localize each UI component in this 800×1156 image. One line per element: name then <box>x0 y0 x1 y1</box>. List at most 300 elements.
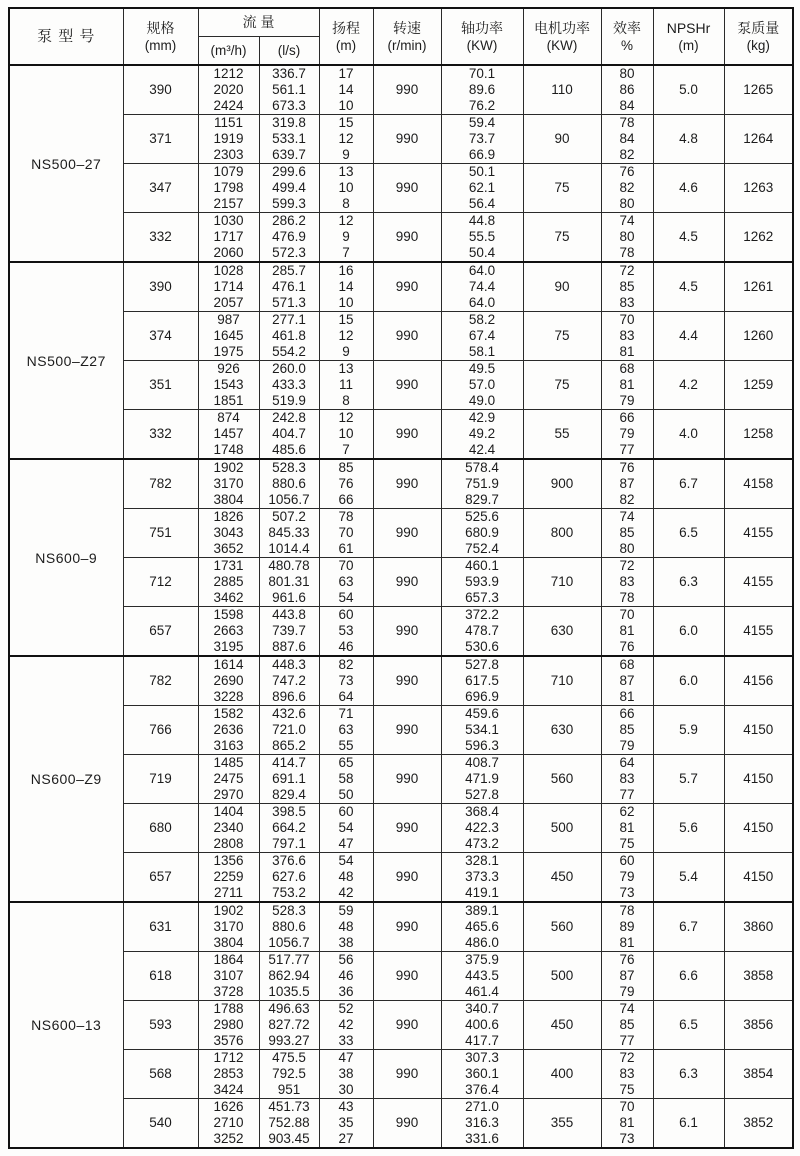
efficiency-cell <box>601 262 653 312</box>
value-line: 657.3 <box>465 590 499 605</box>
flow-ls-cell <box>259 164 319 213</box>
pump-mass-cell: 1262 <box>724 213 793 263</box>
motor-power-cell: 90 <box>523 115 601 164</box>
flow-m3h-cell <box>198 853 259 903</box>
header-spec-name: 规格 <box>146 19 175 36</box>
value-line: 76 <box>619 164 635 179</box>
motor-power-cell: 75 <box>523 361 601 410</box>
value-line: 78 <box>338 509 354 524</box>
value-line: 373.3 <box>465 869 499 884</box>
flow-ls-cell <box>259 262 319 312</box>
efficiency-cell <box>601 213 653 263</box>
shaft-power-cell <box>441 262 523 312</box>
flow-ls-cell <box>259 312 319 361</box>
value-line: 721.0 <box>272 722 306 737</box>
shaft-power-cell <box>441 804 523 853</box>
value-line: 3170 <box>213 919 244 934</box>
header-motor-power-unit: (KW) <box>546 37 578 53</box>
spec-cell: 680 <box>123 804 198 853</box>
value-line: 49.5 <box>468 361 496 376</box>
value-line: 829.4 <box>272 787 306 802</box>
value-line: 84 <box>619 131 635 146</box>
value-line: 887.6 <box>272 639 306 654</box>
efficiency-cell <box>601 312 653 361</box>
shaft-power-cell <box>441 558 523 607</box>
value-line: 404.7 <box>272 426 306 441</box>
speed-cell: 990 <box>373 755 441 804</box>
speed-cell: 990 <box>373 115 441 164</box>
head-cell <box>319 607 373 657</box>
value-line: 3228 <box>213 689 244 704</box>
value-line: 30 <box>338 1082 354 1097</box>
value-line: 64 <box>619 755 635 770</box>
pump-mass-cell: 1265 <box>724 65 793 115</box>
pump-mass-cell: 4155 <box>724 558 793 607</box>
value-line: 2980 <box>213 1017 244 1032</box>
value-line: 1056.7 <box>268 492 310 507</box>
head-cell <box>319 1099 373 1149</box>
header-flow: 流 量 <box>198 8 319 36</box>
head-cell <box>319 213 373 263</box>
value-line: 1626 <box>213 1099 244 1114</box>
shaft-power-cell <box>441 410 523 460</box>
value-line: 56.4 <box>468 196 496 211</box>
value-line: 443.5 <box>465 968 499 983</box>
value-line: 1614 <box>213 657 244 672</box>
value-line: 433.3 <box>272 377 306 392</box>
value-line: 54 <box>338 820 354 835</box>
header-shaft-power <box>441 8 523 65</box>
flow-ls-cell <box>259 755 319 804</box>
value-line: 739.7 <box>272 623 306 638</box>
value-line: 14 <box>338 279 354 294</box>
value-line: 81 <box>619 935 635 950</box>
flow-m3h-cell <box>198 164 259 213</box>
flow-ls-cell <box>259 902 319 952</box>
value-line: 52 <box>338 1001 354 1016</box>
speed-cell: 990 <box>373 459 441 509</box>
value-line: 13 <box>338 361 354 376</box>
header-pump-mass <box>724 8 793 65</box>
shaft-power-cell <box>441 1099 523 1149</box>
spec-row <box>9 804 793 853</box>
pump-mass-cell: 3860 <box>724 902 793 952</box>
value-line: 83 <box>619 328 635 343</box>
value-line: 76.2 <box>468 98 496 113</box>
flow-ls-cell <box>259 361 319 410</box>
speed-cell: 990 <box>373 706 441 755</box>
shaft-power-cell <box>441 361 523 410</box>
head-cell <box>319 361 373 410</box>
value-line: 460.1 <box>465 558 499 573</box>
spec-cell: 782 <box>123 656 198 706</box>
spec-cell: 712 <box>123 558 198 607</box>
pump-mass-cell: 3852 <box>724 1099 793 1149</box>
spec-cell: 719 <box>123 755 198 804</box>
efficiency-cell <box>601 459 653 509</box>
npshr-cell: 6.5 <box>653 509 724 558</box>
motor-power-cell: 55 <box>523 410 601 460</box>
value-line: 987 <box>217 312 240 327</box>
value-line: 926 <box>217 361 240 376</box>
value-line: 79 <box>619 738 635 753</box>
npshr-cell: 6.1 <box>653 1099 724 1149</box>
value-line: 60 <box>338 804 354 819</box>
value-line: 1826 <box>213 509 244 524</box>
motor-power-cell: 900 <box>523 459 601 509</box>
flow-m3h-cell <box>198 804 259 853</box>
value-line: 50.1 <box>468 164 496 179</box>
value-line: 3170 <box>213 476 244 491</box>
value-line: 527.8 <box>465 787 499 802</box>
value-line: 15 <box>338 115 354 130</box>
value-line: 2303 <box>213 147 244 162</box>
spec-cell: 657 <box>123 853 198 903</box>
value-line: 1864 <box>213 952 244 967</box>
value-line: 2259 <box>213 869 244 884</box>
value-line: 81 <box>619 344 635 359</box>
value-line: 752.88 <box>268 1115 310 1130</box>
value-line: 43 <box>338 1099 354 1114</box>
efficiency-cell <box>601 853 653 903</box>
header-pump-mass-unit: (kg) <box>746 37 770 53</box>
npshr-cell: 4.5 <box>653 262 724 312</box>
motor-power-cell: 800 <box>523 509 601 558</box>
spec-cell: 351 <box>123 361 198 410</box>
value-line: 77 <box>619 442 635 457</box>
value-line: 951 <box>277 1082 301 1097</box>
flow-m3h-cell <box>198 558 259 607</box>
header-shaft-power-name: 轴功率 <box>461 19 504 36</box>
spec-cell: 766 <box>123 706 198 755</box>
value-line: 845.33 <box>268 525 310 540</box>
spec-cell: 390 <box>123 65 198 115</box>
spec-row <box>9 65 793 115</box>
head-cell <box>319 853 373 903</box>
flow-m3h-cell <box>198 509 259 558</box>
shaft-power-cell <box>441 65 523 115</box>
speed-cell: 990 <box>373 902 441 952</box>
value-line: 85 <box>619 1017 635 1032</box>
value-line: 1028 <box>213 263 244 278</box>
value-line: 9 <box>342 147 350 162</box>
value-line: 14 <box>338 82 354 97</box>
value-line: 78 <box>619 903 635 918</box>
value-line: 27 <box>338 1131 354 1146</box>
value-line: 66.9 <box>468 147 496 162</box>
value-line: 83 <box>619 574 635 589</box>
value-line: 80 <box>619 229 635 244</box>
spec-row <box>9 755 793 804</box>
flow-m3h-cell <box>198 312 259 361</box>
value-line: 398.5 <box>272 804 306 819</box>
flow-m3h-cell <box>198 65 259 115</box>
flow-ls-cell <box>259 804 319 853</box>
speed-cell: 990 <box>373 952 441 1001</box>
value-line: 65 <box>338 755 354 770</box>
header-motor-power <box>523 8 601 65</box>
flow-ls-cell <box>259 706 319 755</box>
value-line: 74.4 <box>468 279 496 294</box>
value-line: 68 <box>619 361 635 376</box>
value-line: 1582 <box>213 706 244 721</box>
spec-cell: 540 <box>123 1099 198 1149</box>
value-line: 12 <box>338 213 354 228</box>
value-line: 33 <box>338 1033 354 1048</box>
value-line: 627.6 <box>272 869 306 884</box>
value-line: 57.0 <box>468 377 496 392</box>
spec-row <box>9 853 793 903</box>
value-line: 1212 <box>213 66 244 81</box>
efficiency-cell <box>601 755 653 804</box>
value-line: 87 <box>619 968 635 983</box>
value-line: 85 <box>619 279 635 294</box>
value-line: 35 <box>338 1115 354 1130</box>
pump-mass-cell: 1264 <box>724 115 793 164</box>
head-cell <box>319 1001 373 1050</box>
speed-cell: 990 <box>373 213 441 263</box>
value-line: 74 <box>619 213 635 228</box>
value-line: 596.3 <box>465 738 499 753</box>
value-line: 70 <box>619 607 635 622</box>
value-line: 696.9 <box>465 689 499 704</box>
spec-cell: 751 <box>123 509 198 558</box>
header-npshr-unit: (m) <box>678 37 699 53</box>
value-line: 11 <box>339 377 354 392</box>
value-line: 12 <box>338 328 354 343</box>
value-line: 58 <box>338 771 354 786</box>
value-line: 528.3 <box>272 903 306 918</box>
value-line: 76 <box>619 460 635 475</box>
motor-power-cell: 110 <box>523 65 601 115</box>
header-motor-power-name: 电机功率 <box>534 19 591 36</box>
value-line: 801.31 <box>268 574 310 589</box>
header-efficiency <box>601 8 653 65</box>
npshr-cell: 5.9 <box>653 706 724 755</box>
value-line: 82 <box>619 180 635 195</box>
value-line: 54 <box>338 590 354 605</box>
value-line: 480.78 <box>268 558 310 573</box>
value-line: 76 <box>619 952 635 967</box>
spec-row <box>9 459 793 509</box>
speed-cell: 990 <box>373 312 441 361</box>
spec-row <box>9 902 793 952</box>
value-line: 2636 <box>213 722 244 737</box>
efficiency-cell <box>601 1001 653 1050</box>
spec-cell: 347 <box>123 164 198 213</box>
value-line: 76 <box>619 639 635 654</box>
value-line: 16 <box>338 263 354 278</box>
speed-cell: 990 <box>373 558 441 607</box>
efficiency-cell <box>601 164 653 213</box>
pump-mass-cell: 4150 <box>724 853 793 903</box>
flow-m3h-cell <box>198 706 259 755</box>
value-line: 1356 <box>213 853 244 868</box>
value-line: 79 <box>619 426 635 441</box>
header-flow-ls: (l/s) <box>259 36 319 65</box>
header-pump-model: 泵 型 号 <box>9 8 123 65</box>
value-line: 59.4 <box>468 115 496 130</box>
speed-cell: 990 <box>373 853 441 903</box>
spec-row <box>9 164 793 213</box>
value-line: 61 <box>338 541 354 556</box>
flow-ls-cell <box>259 607 319 657</box>
flow-ls-cell <box>259 1050 319 1099</box>
value-line: 70 <box>619 312 635 327</box>
value-line: 68 <box>619 657 635 672</box>
shaft-power-cell <box>441 164 523 213</box>
value-line: 78 <box>619 245 635 260</box>
value-line: 2057 <box>213 295 244 310</box>
speed-cell: 990 <box>373 1001 441 1050</box>
head-cell <box>319 952 373 1001</box>
efficiency-cell <box>601 804 653 853</box>
value-line: 499.4 <box>272 180 306 195</box>
pump-mass-cell: 4155 <box>724 509 793 558</box>
motor-power-cell: 630 <box>523 706 601 755</box>
value-line: 417.7 <box>465 1033 499 1048</box>
value-line: 1731 <box>213 558 244 573</box>
pump-mass-cell: 1260 <box>724 312 793 361</box>
value-line: 753.2 <box>272 885 306 900</box>
npshr-cell: 4.0 <box>653 410 724 460</box>
spec-row <box>9 262 793 312</box>
value-line: 476.1 <box>272 279 306 294</box>
value-line: 328.1 <box>465 853 499 868</box>
speed-cell: 990 <box>373 164 441 213</box>
shaft-power-cell <box>441 312 523 361</box>
speed-cell: 990 <box>373 262 441 312</box>
shaft-power-cell <box>441 952 523 1001</box>
value-line: 319.8 <box>272 115 306 130</box>
value-line: 1748 <box>213 442 244 457</box>
value-line: 2885 <box>213 574 244 589</box>
value-line: 64 <box>338 689 354 704</box>
shaft-power-cell <box>441 459 523 509</box>
motor-power-cell: 560 <box>523 755 601 804</box>
header-npshr-name: NPSHr <box>666 19 711 36</box>
value-line: 862.94 <box>268 968 310 983</box>
value-line: 316.3 <box>465 1115 499 1130</box>
flow-m3h-cell <box>198 755 259 804</box>
value-line: 419.1 <box>465 885 499 900</box>
flow-m3h-cell <box>198 410 259 460</box>
value-line: 3163 <box>213 738 244 753</box>
value-line: 561.1 <box>272 82 306 97</box>
value-line: 422.3 <box>465 820 499 835</box>
value-line: 792.5 <box>272 1066 306 1081</box>
value-line: 2808 <box>213 836 244 851</box>
value-line: 79 <box>619 984 635 999</box>
value-line: 60 <box>619 853 635 868</box>
motor-power-cell: 710 <box>523 656 601 706</box>
value-line: 58.2 <box>468 312 496 327</box>
value-line: 70 <box>338 558 354 573</box>
flow-m3h-cell <box>198 607 259 657</box>
value-line: 1645 <box>213 328 244 343</box>
value-line: 12 <box>338 410 354 425</box>
speed-cell: 990 <box>373 65 441 115</box>
motor-power-cell: 75 <box>523 312 601 361</box>
value-line: 1902 <box>213 903 244 918</box>
motor-power-cell: 630 <box>523 607 601 657</box>
header-flow-m3h: (m³/h) <box>198 36 259 65</box>
pump-model-name: NS600–13 <box>9 902 123 1148</box>
value-line: 443.8 <box>272 607 306 622</box>
motor-power-cell: 450 <box>523 853 601 903</box>
value-line: 63 <box>338 722 354 737</box>
header-speed <box>373 8 441 65</box>
value-line: 1717 <box>213 229 244 244</box>
flow-m3h-cell <box>198 1001 259 1050</box>
value-line: 2710 <box>213 1115 244 1130</box>
value-line: 2424 <box>213 98 244 113</box>
value-line: 60 <box>338 607 354 622</box>
shaft-power-cell <box>441 213 523 263</box>
value-line: 81 <box>619 623 635 638</box>
value-line: 81 <box>619 820 635 835</box>
value-line: 414.7 <box>272 755 306 770</box>
value-line: 459.6 <box>465 706 499 721</box>
head-cell <box>319 312 373 361</box>
head-cell <box>319 115 373 164</box>
value-line: 1485 <box>213 755 244 770</box>
flow-ls-cell <box>259 65 319 115</box>
shaft-power-cell <box>441 115 523 164</box>
value-line: 3043 <box>213 525 244 540</box>
spec-row <box>9 1099 793 1149</box>
flow-ls-cell <box>259 509 319 558</box>
value-line: 42 <box>338 1017 354 1032</box>
head-cell <box>319 410 373 460</box>
value-line: 89.6 <box>468 82 496 97</box>
value-line: 9 <box>342 344 350 359</box>
flow-m3h-cell <box>198 1050 259 1099</box>
shaft-power-cell <box>441 706 523 755</box>
npshr-cell: 5.6 <box>653 804 724 853</box>
value-line: 461.8 <box>272 328 306 343</box>
value-line: 85 <box>338 460 354 475</box>
spec-cell: 374 <box>123 312 198 361</box>
value-line: 66 <box>338 492 354 507</box>
value-line: 432.6 <box>272 706 306 721</box>
shaft-power-cell <box>441 607 523 657</box>
value-line: 3576 <box>213 1033 244 1048</box>
value-line: 2340 <box>213 820 244 835</box>
value-line: 10 <box>338 295 354 310</box>
head-cell <box>319 65 373 115</box>
value-line: 2060 <box>213 245 244 260</box>
pump-mass-cell: 4155 <box>724 607 793 657</box>
value-line: 485.6 <box>272 442 306 457</box>
value-line: 8 <box>342 196 350 211</box>
speed-cell: 990 <box>373 804 441 853</box>
value-line: 78 <box>619 590 635 605</box>
value-line: 87 <box>619 673 635 688</box>
flow-m3h-cell <box>198 361 259 410</box>
flow-m3h-cell <box>198 262 259 312</box>
pump-mass-cell: 1263 <box>724 164 793 213</box>
spec-row <box>9 558 793 607</box>
value-line: 680.9 <box>465 525 499 540</box>
flow-ls-cell <box>259 1001 319 1050</box>
value-line: 42 <box>338 885 354 900</box>
value-line: 82 <box>619 147 635 162</box>
flow-ls-cell <box>259 213 319 263</box>
value-line: 242.8 <box>272 410 306 425</box>
value-line: 797.1 <box>272 836 306 851</box>
head-cell <box>319 164 373 213</box>
